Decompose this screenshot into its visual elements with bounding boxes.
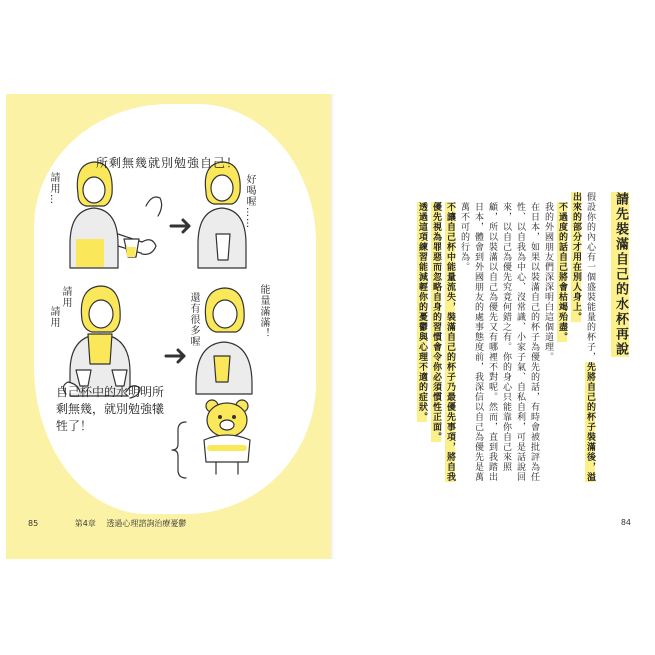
paragraph: 假設你的內心有一個盛裝能量的杯子，先將自己的杯子裝滿後，溢出來的部分才用在別人身上。 — [571, 192, 595, 482]
book-spread — [6, 94, 649, 559]
bear-icon — [204, 400, 250, 474]
right-page — [331, 94, 649, 559]
chapter-label: 第4章 — [74, 519, 96, 528]
brace-icon — [172, 422, 186, 478]
paragraph: 在日本，如果以裝滿自己的杯子為優先的話，有時會被批評為任性、以自我為中心、沒常識、小家子氣、自私自利，可是話說回來，以自己為優先究竟何錯之有。你的身心只能靠你自己來照顧，所以裝滿以自己為優先又有哪裡不對呢。然而，直到我踏出日本，體會到外國朋友的處事態度前，我深信以自己為優先是萬萬不可的行為。 — [459, 202, 539, 482]
section-title: 請先裝滿自己的水杯再說 — [613, 192, 628, 357]
glass-icon — [124, 239, 139, 257]
label-please-3: 請用 — [48, 306, 59, 328]
woman-energized-figure — [196, 288, 252, 394]
woman-empty-figure — [198, 162, 246, 268]
body-text — [415, 192, 597, 482]
left-footer — [28, 518, 186, 529]
label-energy: 能量滿滿！ — [258, 284, 269, 339]
label-yummy: 好喝喔…… — [244, 174, 255, 229]
woman-sharing-figure — [63, 286, 140, 398]
hand-icon — [142, 197, 162, 254]
label-share: 還有很多喔 — [188, 292, 199, 347]
speech-text: 自己杯中的水明明所剩無幾，就別勉強犧牲了！ — [56, 385, 165, 433]
paragraph: 不過度的話自己將會枯竭殆盡。 — [557, 202, 567, 342]
page-number-left: 85 — [28, 519, 39, 528]
arrow-icon — [171, 220, 189, 232]
arrow-icon — [166, 350, 184, 362]
left-page — [6, 94, 331, 559]
paragraph: 透過這項練習能減輕你的憂鬱與心理不適的症狀。 — [417, 202, 427, 422]
paragraph: 不讓自己杯中能量流失，裝滿自己的杯子乃最優先事項，將自我優先視為罪惡而忽略自身的習慣會令你必須慣性正面。 — [431, 202, 455, 482]
label-please-1: 請用… — [48, 172, 59, 205]
page-number-right: 84 — [620, 518, 631, 527]
chapter-title: 透過心理諮詢治療憂鬱 — [106, 519, 187, 528]
label-please-2: 請用 — [60, 286, 71, 308]
illustration-caption: 所剩無幾就別勉強自己！ — [96, 156, 240, 170]
paragraph: 我的外國朋友們深深明白這個道理。 — [543, 202, 553, 362]
